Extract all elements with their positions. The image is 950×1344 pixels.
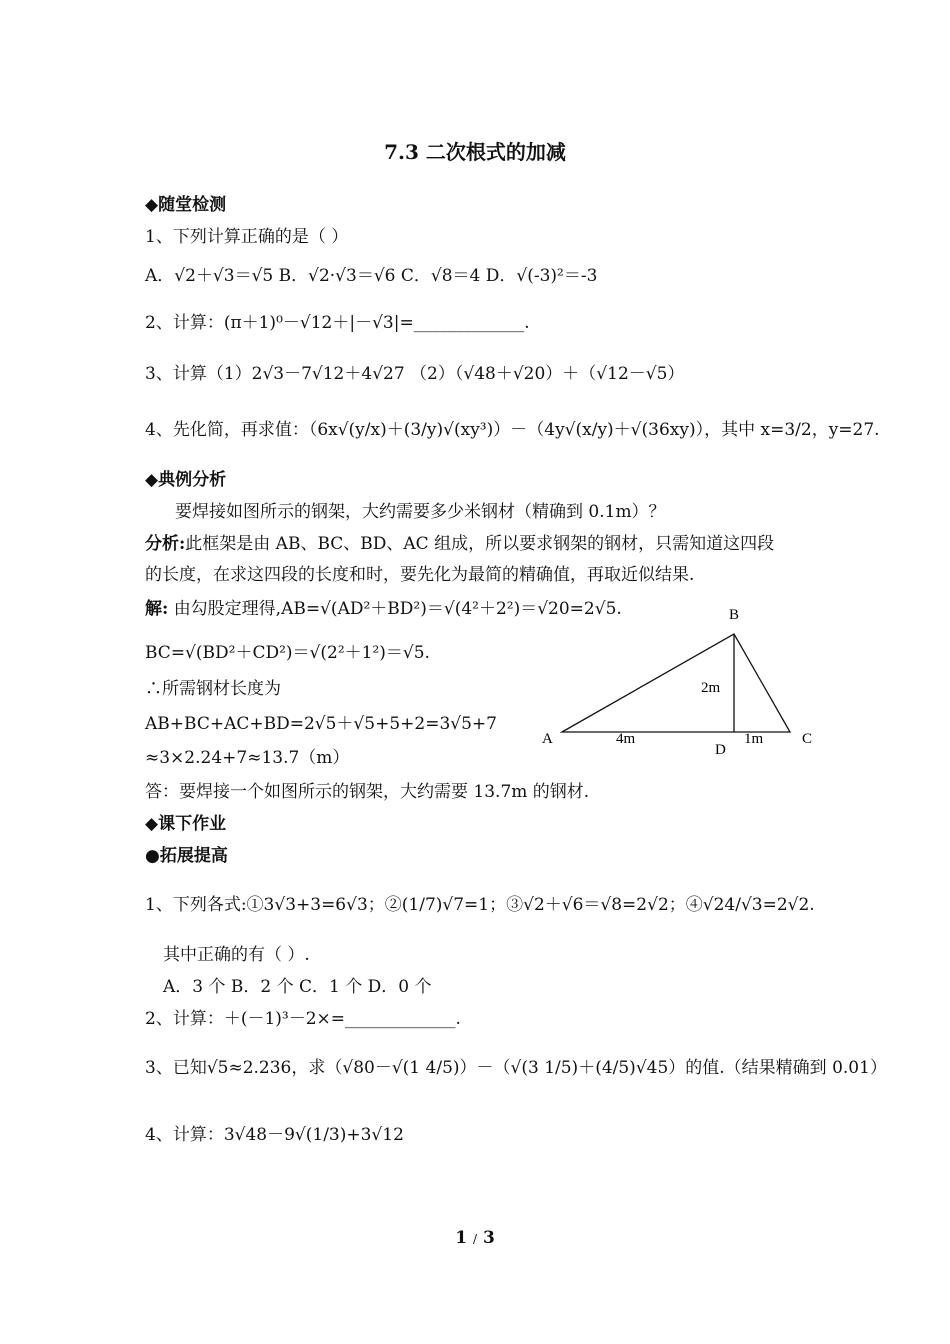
example-solution-line5: ≈3×2.24+7≈13.7（m） xyxy=(145,748,350,768)
solution-text-1: 由勾股定理得,AB=√(AD²＋BD²)＝√(4²＋2²)＝√20=2√5. xyxy=(173,599,622,619)
solution-label: 解: xyxy=(145,599,169,619)
practice-q3: 3、计算（1）2√3－7√12＋4√27 （2）（√48＋√20）＋（√12－√5） xyxy=(145,364,685,384)
vertex-label-d: D xyxy=(715,742,726,758)
homework-q4: 4、计算：3√48－9√(1/3)+3√12 xyxy=(145,1125,404,1145)
practice-q4: 4、先化简，再求值：（6x√(y/x)＋(3/y)√(xy³)）－（4y√(x/y)＋√(36xy)），其中 x=3/2，y=27. xyxy=(145,420,880,440)
vertex-label-a: A xyxy=(542,731,553,747)
page-total: 3 xyxy=(482,1228,495,1248)
length-label-ad: 4m xyxy=(616,731,636,747)
section-header-extension: ●拓展提高 xyxy=(145,846,228,866)
example-solution-line4: AB+BC+AC+BD=2√5＋√5+5+2=3√5+7 xyxy=(145,714,497,734)
homework-q2: 2、计算：＋(－1)³－2×=_____________. xyxy=(145,1009,461,1029)
length-label-bd: 2m xyxy=(701,680,721,696)
triangle-abc xyxy=(562,634,790,732)
page-title: 7.3 二次根式的加减 xyxy=(384,140,566,164)
example-answer: 答：要焊接一个如图所示的钢架，大约需要 13.7m 的钢材. xyxy=(145,782,590,802)
practice-q1: 1、下列计算正确的是（ ） xyxy=(145,227,349,247)
example-analysis-line1 xyxy=(145,534,774,555)
homework-q3: 3、已知√5≈2.236，求（√80－√(1 4/5)）－（√(3 1/5)＋(4/5)√45）的值.（结果精确到 0.01） xyxy=(145,1058,887,1078)
triangle-diagram xyxy=(530,600,830,765)
homework-q1-options: A．3 个 B．2 个 C．1 个 D．0 个 xyxy=(163,977,432,997)
section-header-practice: ◆随堂检测 xyxy=(145,195,227,215)
practice-q1-options: A．√2＋√3＝√5 B．√2·√3＝√6 C．√8＝4 D．√(-3)²＝-3 xyxy=(145,266,598,286)
example-solution-line3: ∴所需钢材长度为 xyxy=(145,679,281,699)
page-current: 1 xyxy=(455,1228,468,1248)
section-header-homework: ◆课下作业 xyxy=(145,814,227,834)
section-header-example: ◆典例分析 xyxy=(145,470,227,490)
page-number xyxy=(0,1228,950,1249)
homework-q1-sub: 其中正确的有（ ）. xyxy=(163,945,310,965)
analysis-label: 分析: xyxy=(145,534,186,554)
homework-q1: 1、下列各式:①3√3+3=6√3；②(1/7)√7=1；③√2＋√6＝√8=2√2；④√24/√3=2√2. xyxy=(145,895,815,915)
practice-q2: 2、计算：(π＋1)⁰－√12＋|－√3|=_____________. xyxy=(145,313,530,333)
length-label-dc: 1m xyxy=(744,731,764,747)
page-separator: / xyxy=(472,1232,478,1246)
example-solution-line2: BC=√(BD²＋CD²)＝√(2²＋1²)＝√5. xyxy=(145,643,430,663)
example-analysis-line2: 的长度，在求这四段的长度和时，要先化为最简的精确值，再取近似结果. xyxy=(145,565,695,585)
example-problem: 要焊接如图所示的钢架，大约需要多少米钢材（精确到 0.1m）？ xyxy=(175,502,666,522)
vertex-label-b: B xyxy=(729,607,740,623)
analysis-text-1: 此框架是由 AB、BC、BD、AC 组成，所以要求钢架的钢材，只需知道这四段 xyxy=(185,534,775,554)
vertex-label-c: C xyxy=(802,731,813,747)
